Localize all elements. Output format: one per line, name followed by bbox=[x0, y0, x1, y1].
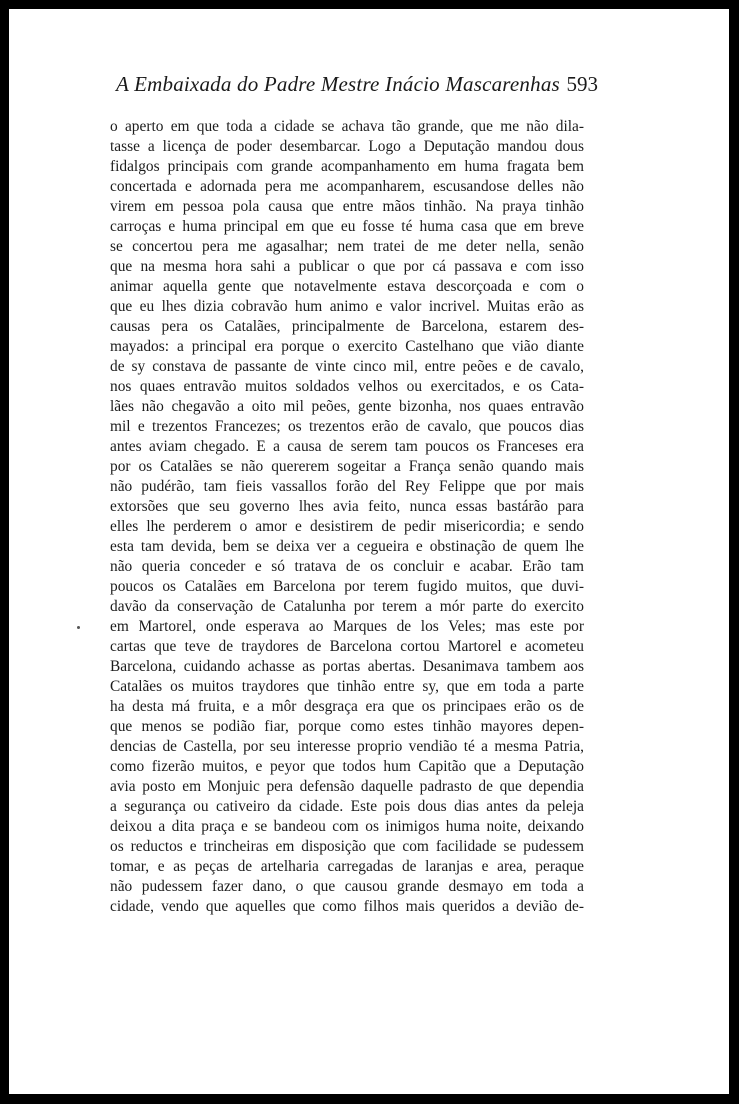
text-line: esta tam devida, bem se deixa ver a cegueira e obstinação de quem lhe bbox=[110, 538, 584, 555]
text-line: os reductos e trincheiras em disposição que com facilidade se pudessem bbox=[110, 838, 584, 855]
text-line: virem em pessoa pola causa que entre mãos tinhão. Na praya tinhão bbox=[110, 198, 584, 215]
text-line: Catalães os muitos traydores que tinhão entre sy, que em toda a parte bbox=[110, 678, 584, 695]
text-line: que menos se podião fiar, porque como estes tinhão mayores depen- bbox=[110, 718, 584, 735]
text-line: tomar, e as peças de artelharia carregadas de laranjas e area, peraque bbox=[110, 858, 584, 875]
text-line: mil e trezentos Francezes; os trezentos erão de cavalo, que poucos dias bbox=[110, 418, 584, 435]
text-line: de sy constava de passante de vinte cinco mil, entre peões e de cavalo, bbox=[110, 358, 584, 375]
text-line: poucos os Catalães em Barcelona por terem fugido muitos, que duvi- bbox=[110, 578, 584, 595]
text-line: carroças e huma principal em que eu fosse té huma casa que em breve bbox=[110, 218, 584, 235]
text-line: não queria conceder e só tratava de os concluir e acabar. Erão tam bbox=[110, 558, 584, 575]
text-line: como fizerão muitos, e peyor que todos hum Capitão que a Deputação bbox=[110, 758, 584, 775]
page-header bbox=[112, 72, 598, 104]
text-line: não pudérão, tam fieis vassallos forão del Rey Felippe que por mais bbox=[110, 478, 584, 495]
text-line: extorsões que seu governo lhes avia feito, nunca essas bastárão para bbox=[110, 498, 584, 515]
text-line: cartas que teve de traydores de Barcelona cortou Martorel e acometeu bbox=[110, 638, 584, 655]
text-line: lães não chegavão a oito mil peões, gente bizonha, nos quaes entravão bbox=[110, 398, 584, 415]
text-line: ha desta má fruita, e a môr desgraça era que os principaes erão os de bbox=[110, 698, 584, 715]
text-line: mayados: a principal era porque o exercito Castelhano que vião diante bbox=[110, 338, 584, 355]
text-line: que na mesma hora sahi a publicar o que por cá passava e com isso bbox=[110, 258, 584, 275]
text-line: que eu lhes dizia cobravão hum animo e valor incrivel. Muitas erão as bbox=[110, 298, 584, 315]
text-line: causas pera os Catalães, principalmente de Barcelona, estarem des- bbox=[110, 318, 584, 335]
text-line: o aperto em que toda a cidade se achava tão grande, que me não dila- bbox=[110, 118, 584, 135]
text-line: a segurança ou cativeiro da cidade. Este pois dous dias antes da peleja bbox=[110, 798, 584, 815]
text-line: deixou a dita praça e se bandeou com os inimigos huma noite, deixando bbox=[110, 818, 584, 835]
text-line: concertada e adornada pera me acompanharem, escusandose delles não bbox=[110, 178, 584, 195]
margin-speck bbox=[77, 626, 80, 629]
body-text bbox=[110, 117, 584, 917]
text-line: animar aquella gente que notavelmente estava descorçoada e com o bbox=[110, 278, 584, 295]
text-line: nos quaes entravão muitos soldados velhos ou exercitados, e os Cata- bbox=[110, 378, 584, 395]
text-line: por os Catalães se não quererem sogeitar a França senão quando mais bbox=[110, 458, 584, 475]
text-line: antes aviam chegado. E a causa de serem tam poucos os Franceses era bbox=[110, 438, 584, 455]
text-line: não pudessem fazer dano, o que causou grande desmayo em toda a bbox=[110, 878, 584, 895]
text-line: avia posto em Monjuic pera defensão daquelle padrasto de que dependia bbox=[110, 778, 584, 795]
running-title: A Embaixada do Padre Mestre Inácio Mascarenhas bbox=[116, 72, 560, 96]
text-line: cidade, vendo que aquelles que como filhos mais queridos a devião de- bbox=[110, 898, 584, 915]
text-line: tasse a licença de poder desembarcar. Logo a Deputação mandou dous bbox=[110, 138, 584, 155]
text-line: se concertou pera me agasalhar; nem tratei de me deter nella, senão bbox=[110, 238, 584, 255]
page-number: 593 bbox=[566, 72, 598, 96]
text-line: em Martorel, onde esperava ao Marques de los Veles; mas este por bbox=[110, 618, 584, 635]
text-line: elles lhe perderem o amor e desistirem de pedir misericordia; e sendo bbox=[110, 518, 584, 535]
text-line: Barcelona, cuidando achasse as portas abertas. Desanimava tambem aos bbox=[110, 658, 584, 675]
text-line: davão da conservação de Catalunha por terem a mór parte do exercito bbox=[110, 598, 584, 615]
text-line: dencias de Castella, por seu interesse proprio vendião té a mesma Patria, bbox=[110, 738, 584, 755]
text-line: fidalgos principais com grande acompanhamento em huma fragata bem bbox=[110, 158, 584, 175]
